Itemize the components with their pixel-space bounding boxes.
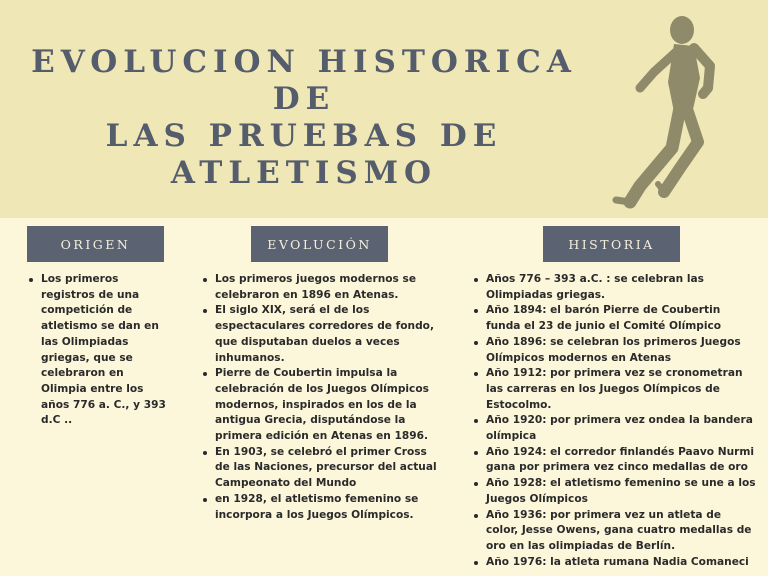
list-item: Año 1912: por primera vez se cronometran las carreras en los Juegos Olímpicos de Estocolmo.	[472, 366, 756, 413]
list-item: Año 1894: el barón Pierre de Coubertin funda el 23 de junio el Comité Olímpico	[472, 303, 756, 334]
list-item: Año 1928: el atletismo femenino se une a los Juegos Olímpicos	[472, 476, 756, 507]
list-item: Año 1924: el corredor finlandés Paavo Nurmi gana por primera vez cinco medallas de oro	[472, 445, 756, 476]
origen-heading: ORIGEN	[27, 226, 164, 262]
list-item: Año 1976: la atleta rumana Nadia Comaneci	[472, 555, 756, 571]
list-item: Los primeros juegos modernos se celebraron en 1896 en Atenas.	[201, 272, 439, 303]
list-item: Año 1896: se celebran los primeros Juegos Olímpicos modernos en Atenas	[472, 335, 756, 366]
evolucion-heading: EVOLUCIÓN	[251, 226, 388, 262]
list-item: Los primeros registros de una competición de atletismo se dan en las Olimpiadas griegas, que se celebraron en Olimpia entre los años 776 a. C., y 393 d.C ..	[27, 272, 169, 429]
list-item: Año 1920: por primera vez ondea la bandera olímpica	[472, 413, 756, 444]
list-item: El siglo XIX, será el de los espectaculares corredores de fondo, que disputaban duelos a veces inhumanos.	[201, 303, 439, 366]
title-line: ATLETISMO	[170, 155, 438, 191]
historia-list	[472, 272, 756, 570]
evolucion-list	[201, 272, 439, 523]
historia-heading: HISTORIA	[543, 226, 680, 262]
list-item: Años 776 – 393 a.C. : se celebran las Olimpiadas griegas.	[472, 272, 756, 303]
list-item: En 1903, se celebró el primer Cross de las Naciones, precursor del actual Campeonato del Mundo	[201, 445, 439, 492]
list-item: Año 1936: por primera vez un atleta de color, Jesse Owens, gana cuatro medallas de oro en las olimpiadas de Berlín.	[472, 508, 756, 555]
running-man-silhouette	[610, 8, 720, 220]
title-line: LAS PRUEBAS DE	[105, 118, 503, 154]
list-item: Pierre de Coubertin impulsa la celebración de los Juegos Olímpicos modernos, inspirados en los de la antigua Grecia, disputándose la primera edición en Atenas en 1896.	[201, 366, 439, 445]
page-title	[14, 44, 594, 192]
title-line: EVOLUCION HISTORICA DE	[31, 44, 577, 117]
origen-list	[27, 272, 169, 429]
list-item: en 1928, el atletismo femenino se incorpora a los Juegos Olímpicos.	[201, 492, 439, 523]
